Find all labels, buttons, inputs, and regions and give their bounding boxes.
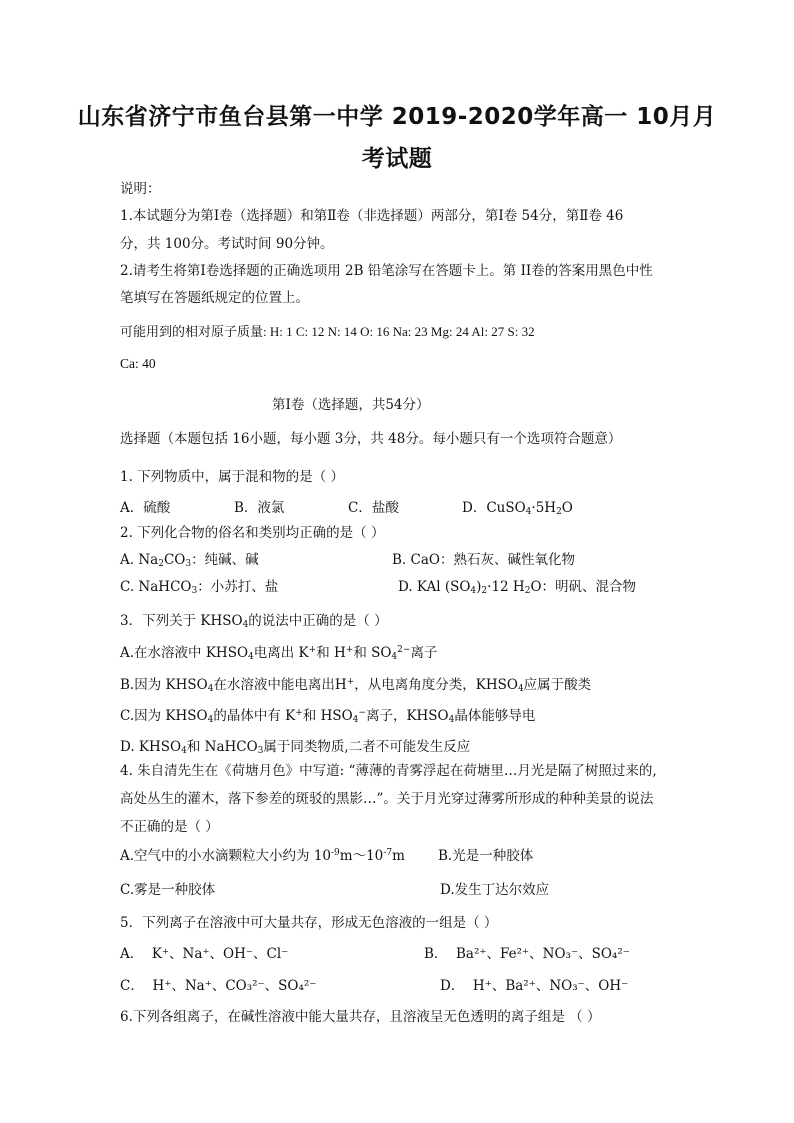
q4-option-d: D.发生丁达尔效应 (440, 882, 550, 898)
q4-option-c: C.雾是一种胶体 (120, 882, 216, 898)
q2-option-a: A. $Na_2CO_3$：纯碱、碱 (120, 552, 259, 569)
exam-title-line1: 山东省济宁市鱼台县第一中学 2019-2020学年高一 10月月 (77, 104, 717, 130)
q4-option-a: A.空气中的小水滴颗粒大小约为 $10^{-9}m\sim 10^{-7}m$ (120, 848, 405, 864)
q6-stem: 6.下列各组离子，在碱性溶液中能大量共存，且溶液呈无色透明的离子组是 （ ） (120, 1009, 601, 1025)
q5-option-d: D． H⁺、Ba²⁺、NO₃⁻、OH⁻ (440, 978, 629, 994)
q4-stem-b: 高处丛生的灌木，落下参差的斑驳的黑影…”。关于月光穿过薄雾所形成的种种美景的说法 (120, 791, 654, 807)
q4-stem-a: 4. 朱自清先生在《荷塘月色》中写道: “薄薄的青雾浮起在荷塘里…月光是隔了树照过来的, (120, 763, 657, 779)
atomic-masses-ca: Ca: 40 (120, 356, 156, 371)
q5-stem: 5．下列离子在溶液中可大量共存，形成无色溶液的一组是（ ） (120, 915, 498, 931)
q5-option-c: C． H⁺、Na⁺、CO₃²⁻、SO₄²⁻ (120, 978, 317, 994)
q2-option-c: C. NaHCO$_3$：小苏打、盐 (120, 579, 279, 596)
q3-option-a: A.在水溶液中 $KHSO_4$电离出 K+和 H+和 $SO_4^{2-}$离子 (120, 645, 438, 662)
q1-stem: 1. 下列物质中，属于混和物的是（ ） (120, 469, 344, 485)
instruction-2a: 2.请考生将第Ⅰ卷选择题的正确选项用 2B 铅笔涂写在答题卡上。第 II卷的答案用黑色中性 (120, 263, 653, 279)
section-heading: 第Ⅰ卷（选择题，共54分） (272, 397, 430, 413)
q1-option-b: B．液氯 (234, 500, 285, 516)
q2-option-d: D. KAl $(SO_4)_2\cdot 12$ $H_2O$：明矾、混合物 (398, 579, 637, 596)
q4-stem-c: 不正确的是（ ） (120, 819, 219, 835)
q3-option-d: D. $KHSO_4$和 NaHCO$_3$属于同类物质,二者不可能发生反应 (120, 739, 471, 756)
q5-option-a: A． K⁺、Na⁺、OH⁻、Cl⁻ (120, 946, 289, 962)
instruction-1a: 1.本试题分为第Ⅰ卷（选择题）和第Ⅱ卷（非选择题）两部分，第Ⅰ卷 54分，第Ⅱ卷 46 (120, 208, 624, 224)
section-intro: 选择题（本题包括 16小题，每小题 3分，共 48分。每小题只有一个选项符合题意） (120, 431, 622, 447)
exam-title-line2: 考试题 (361, 146, 433, 172)
atomic-masses: 可能用到的相对原子质量: H: 1 C: 12 N: 14 O: 16 Na: 23 Mg: 24 Al: 27 S: 32 (120, 324, 535, 339)
q1-option-c: C．盐酸 (348, 500, 399, 516)
instructions-heading: 说明： (120, 181, 161, 197)
q2-option-b: B. CaO：熟石灰、碱性氧化物 (392, 552, 575, 568)
q3-option-b: B.因为 $KHSO_4$在水溶液中能电离出H+，从电离角度分类，$KHSO_4$应属于酸类 (120, 677, 592, 694)
q3-stem: 3．下列关于 $KHSO_4$的说法中正确的是（ ） (120, 613, 388, 630)
q5-option-b: B． Ba²⁺、Fe²⁺、NO₃⁻、SO₄²⁻ (424, 946, 630, 962)
instruction-1b: 分，共 100分。考试时间 90分钟。 (120, 236, 334, 252)
q1-option-d: D．$CuSO_4\cdot 5H_2O$ (462, 500, 573, 517)
q1-option-a: A．硫酸 (120, 500, 171, 516)
q3-option-c: C.因为 $KHSO_4$的晶体中有 K+和 $HSO_4^-$离子，$KHSO_4$晶体能够导电 (120, 708, 536, 725)
q2-stem: 2. 下列化合物的俗名和类别均正确的是（ ） (120, 525, 385, 541)
q4-option-b: B.光是一种胶体 (438, 848, 534, 864)
instruction-2b: 笔填写在答题纸规定的位置上。 (120, 290, 309, 306)
